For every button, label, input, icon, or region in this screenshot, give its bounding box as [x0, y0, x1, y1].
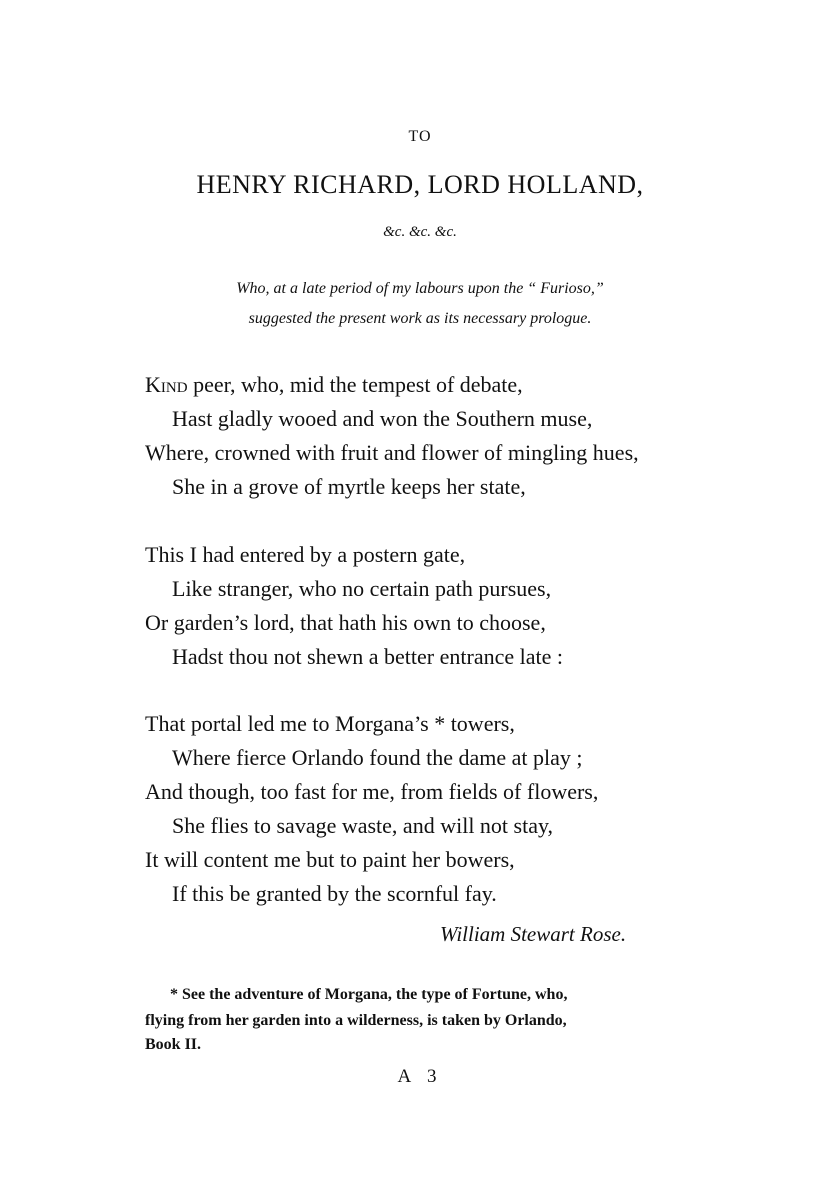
dedicatee-name: HENRY RICHARD, LORD HOLLAND, [196, 170, 644, 199]
printer-signature-mark: A 3 [397, 1066, 443, 1087]
poem-line: Like stranger, who no certain path pursues, [172, 576, 552, 601]
dedication-line-1: Who, at a late period of my labours upon the “ Furioso,” [236, 280, 604, 297]
poem-line: Where fierce Orlando found the dame at play ; [172, 745, 583, 770]
footnote-line-2: flying from her garden into a wilderness, is taken by Orlando, [145, 1012, 567, 1029]
poem-line: Hadst thou not shewn a better entrance late : [172, 644, 563, 669]
poem-line: If this be granted by the scornful fay. [172, 881, 497, 906]
poem-line: Hast gladly wooed and won the Southern muse, [172, 406, 593, 431]
poem-first-word: Kind [145, 372, 188, 397]
poem-line: And though, too fast for me, from fields of flowers, [145, 779, 599, 804]
poem-line: This I had entered by a postern gate, [145, 542, 466, 567]
poem-line: That portal led me to Morgana’s * towers, [145, 711, 515, 736]
poem-line-text: peer, who, mid the tempest of debate, [187, 372, 523, 397]
etc-line: &c. &c. &c. [383, 224, 457, 240]
poem-line [145, 372, 523, 398]
poem-line: Where, crowned with fruit and flower of mingling hues, [145, 440, 639, 465]
poem-line: She in a grove of myrtle keeps her state, [172, 474, 526, 499]
poem-line: She flies to savage waste, and will not stay, [172, 813, 554, 838]
poem-line: It will content me but to paint her bowers, [145, 847, 515, 872]
dedication-line-2: suggested the present work as its necessary prologue. [248, 310, 592, 327]
poem-line: Or garden’s lord, that hath his own to choose, [145, 610, 546, 635]
footnote-line-3: Book II. [145, 1036, 202, 1053]
author-signature: William Stewart Rose. [440, 922, 627, 946]
footnote-line-1: * See the adventure of Morgana, the type of Fortune, who, [170, 986, 568, 1003]
to-heading: TO [408, 128, 432, 145]
